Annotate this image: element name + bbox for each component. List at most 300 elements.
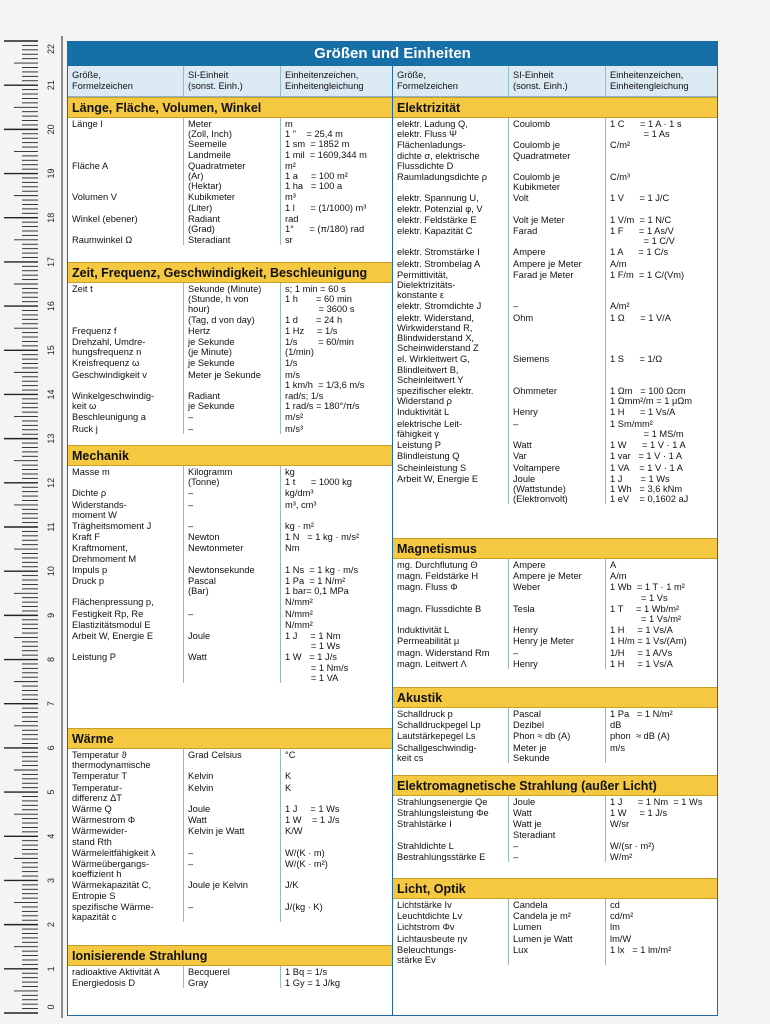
unit-cell: Siemens bbox=[509, 353, 606, 385]
table-row bbox=[68, 608, 392, 619]
quantity-cell: Flächenladungs- dichte σ, elektrische Flussdichte D bbox=[393, 139, 509, 171]
unit-cell: Ampere je Meter bbox=[509, 570, 606, 581]
table-row bbox=[68, 879, 392, 900]
table-row bbox=[68, 630, 392, 651]
equation-cell: 1 Pa = 1 N/m² 1 bar= 0,1 MPa bbox=[285, 576, 349, 597]
unit-cell: – bbox=[184, 499, 281, 520]
quantity-cell: Schallgeschwindig- keit cs bbox=[393, 742, 509, 763]
unit-cell: Kubikmeter (Liter) bbox=[184, 191, 281, 212]
table-row bbox=[68, 619, 392, 630]
equation-cell: 1 J = 1 Nm = 1 Ws bbox=[610, 797, 703, 807]
unit-cell: Ohm bbox=[509, 312, 606, 354]
unit-cell: Volt bbox=[509, 192, 606, 213]
card-title: Größen und Einheiten bbox=[68, 42, 717, 66]
header-unit-symbol: Einheitenzeichen, Einheitengleichung bbox=[285, 70, 364, 91]
unit-cell: Coulomb je Kubikmeter bbox=[509, 171, 606, 192]
table-row bbox=[68, 213, 392, 234]
section-body bbox=[393, 796, 717, 878]
unit-cell: – bbox=[184, 520, 281, 531]
equation-cell: 1/s bbox=[285, 358, 298, 369]
unit-cell: Meter je Sekunde bbox=[509, 742, 606, 763]
equation-cell: N/mm² bbox=[285, 619, 313, 630]
table-row bbox=[393, 192, 717, 213]
section-header: Elektromagnetische Strahlung (außer Licht) bbox=[393, 775, 717, 796]
equation-cell: sr bbox=[285, 235, 293, 246]
quantity-cell: Flächenpressung p, bbox=[68, 596, 184, 607]
equation-cell: 1 H = 1 Vs/A bbox=[610, 658, 673, 669]
equation-cell: J/K bbox=[285, 880, 299, 891]
quantity-cell: Wärmekapazität C, Entropie S bbox=[68, 879, 184, 900]
quantity-cell: Lichtstärke Iv bbox=[393, 899, 509, 910]
ruler-label: 12 bbox=[46, 477, 56, 488]
table-row bbox=[68, 357, 392, 368]
quantity-cell: Ruck j bbox=[68, 423, 184, 434]
equation-cell: rad/s; 1/s 1 rad/s = 180°/π/s bbox=[285, 391, 360, 412]
equation-cell: 1 A = 1 C/s bbox=[610, 247, 669, 258]
ruler-label: 18 bbox=[46, 212, 56, 223]
unit-cell: Lux bbox=[509, 944, 606, 965]
ruler-label: 4 bbox=[46, 833, 56, 839]
table-row bbox=[68, 487, 392, 498]
equation-cell: °C bbox=[285, 750, 296, 760]
section-header: Wärme bbox=[68, 728, 392, 749]
unit-cell: – bbox=[509, 300, 606, 311]
equation-cell: K/W bbox=[285, 826, 303, 837]
table-row bbox=[68, 847, 392, 858]
unit-cell: Watt je Steradiant bbox=[509, 818, 606, 839]
quantity-cell: elektr. Widerstand, Wirkwiderstand R, Blindwiderstand X, Scheinwiderstand Z bbox=[393, 312, 509, 354]
equation-cell: W/(K · m) bbox=[285, 847, 325, 858]
quantity-cell: Kreisfrequenz ω bbox=[68, 357, 184, 368]
quantity-cell: Bestrahlungsstärke E bbox=[393, 851, 509, 862]
unit-cell: Joule (Wattstunde) (Elektronvolt) bbox=[509, 473, 606, 505]
table-row bbox=[68, 466, 392, 487]
section-body bbox=[393, 708, 717, 775]
equation-cell: 1 W = 1 J/s bbox=[610, 808, 668, 819]
equation-cell: 1 lx = 1 lm/m² bbox=[610, 944, 672, 955]
left-sections bbox=[68, 97, 392, 999]
equation-cell: 1 Ωm = 100 Ωcm 1 Ωmm²/m = 1 μΩm bbox=[610, 386, 693, 407]
unit-cell: Henry bbox=[509, 658, 606, 669]
equation-cell: A/m bbox=[610, 258, 627, 269]
unit-cell: Newtonmeter bbox=[184, 542, 281, 563]
unit-cell: – bbox=[184, 858, 281, 879]
equation-cell: 1 Pa = 1 N/m² bbox=[610, 709, 673, 719]
equation-cell: N/mm² bbox=[285, 608, 313, 619]
measurement-ruler bbox=[0, 36, 66, 1018]
quantity-cell: magn. Feldstärke H bbox=[393, 570, 509, 581]
left-column bbox=[68, 66, 392, 1015]
table-row bbox=[68, 651, 392, 683]
table-row bbox=[68, 825, 392, 846]
unit-cell: je Sekunde (je Minute) bbox=[184, 336, 281, 357]
unit-cell: je Sekunde bbox=[184, 357, 281, 368]
quantity-cell: Frequenz f bbox=[68, 325, 184, 336]
unit-cell: – bbox=[184, 487, 281, 498]
equation-cell: kg · m² bbox=[285, 521, 314, 532]
equation-cell: 1 W = 1 V · 1 A bbox=[610, 440, 686, 451]
quantity-cell: Elastizitätsmodul E bbox=[68, 619, 184, 630]
unit-cell: Radiant je Sekunde bbox=[184, 390, 281, 411]
equation-cell: A/m bbox=[610, 571, 627, 582]
equation-cell: A/m² bbox=[610, 301, 630, 312]
table-row bbox=[68, 325, 392, 336]
equation-cell: lm bbox=[610, 922, 620, 933]
quantity-cell: Trägheitsmoment J bbox=[68, 520, 184, 531]
quantity-cell: Länge l bbox=[68, 118, 184, 160]
table-row bbox=[68, 369, 392, 390]
unit-cell: – bbox=[509, 840, 606, 851]
table-row bbox=[68, 531, 392, 542]
table-row bbox=[68, 520, 392, 531]
equation-cell: 1 J = 1 Nm = 1 Ws bbox=[285, 631, 341, 652]
quantity-cell: elektr. Feldstärke E bbox=[393, 214, 509, 225]
equation-cell: W/sr bbox=[610, 819, 630, 830]
reference-card bbox=[67, 41, 718, 1016]
quantity-cell: radioaktive Aktivität A bbox=[68, 966, 184, 977]
quantity-cell: spezifische Wärme- kapazität c bbox=[68, 901, 184, 922]
quantity-cell: Leistung P bbox=[393, 439, 509, 450]
table-row bbox=[68, 966, 392, 977]
quantity-cell: Scheinleistung S bbox=[393, 462, 509, 473]
quantity-cell: Temperatur ϑ thermodynamische bbox=[68, 749, 184, 770]
unit-cell bbox=[184, 619, 281, 630]
unit-cell: Henry bbox=[509, 624, 606, 635]
equation-cell: m/s² bbox=[285, 412, 304, 423]
table-row bbox=[393, 933, 717, 944]
unit-cell: Volt je Meter bbox=[509, 214, 606, 225]
quantity-cell: elektr. Stromstärke I bbox=[393, 246, 509, 257]
equation-cell: N/mm² bbox=[285, 597, 313, 608]
table-row bbox=[68, 499, 392, 520]
equation-cell: rad 1° = (π/180) rad bbox=[285, 213, 365, 235]
unit-cell: Watt bbox=[184, 814, 281, 825]
ruler-label: 22 bbox=[46, 43, 56, 55]
ruler-label: 2 bbox=[46, 922, 56, 928]
equation-cell: 1 N = 1 kg · m/s² bbox=[285, 532, 360, 543]
equation-cell: 1 W = 1 J/s = 1 Nm/s = 1 VA bbox=[285, 652, 349, 683]
unit-cell: Joule bbox=[184, 630, 281, 651]
quantity-cell: Temperatur T bbox=[68, 770, 184, 781]
quantity-cell: Masse m bbox=[68, 466, 184, 487]
quantity-cell: Festigkeit Rp, Re bbox=[68, 608, 184, 619]
header-quantity: Größe, Formelzeichen bbox=[393, 66, 509, 96]
equation-cell: cd/m² bbox=[610, 911, 634, 922]
section-header: Ionisierende Strahlung bbox=[68, 945, 392, 966]
table-row bbox=[68, 575, 392, 596]
unit-cell: Watt bbox=[184, 651, 281, 683]
unit-cell: – bbox=[509, 851, 606, 862]
unit-cell: Coulomb bbox=[509, 118, 606, 139]
equation-cell: kg 1 t = 1000 kg bbox=[285, 467, 352, 488]
table-row bbox=[393, 225, 717, 246]
equation-cell: W/(K · m²) bbox=[285, 859, 328, 870]
unit-cell: Pascal bbox=[509, 708, 606, 719]
table-row bbox=[393, 450, 717, 461]
quantity-cell: magn. Widerstand Rm bbox=[393, 647, 509, 658]
table-row bbox=[68, 118, 392, 160]
table-row bbox=[68, 336, 392, 357]
unit-cell: Kelvin bbox=[184, 782, 281, 803]
table-row bbox=[68, 411, 392, 422]
table-row bbox=[393, 796, 717, 807]
equation-cell: C/m² bbox=[610, 140, 631, 151]
equation-cell: A bbox=[610, 560, 617, 570]
quantity-cell: mg. Durchflutung Θ bbox=[393, 559, 509, 570]
quantity-cell: Kraftmoment, Drehmoment M bbox=[68, 542, 184, 563]
equation-cell: 1/H = 1 A/Vs bbox=[610, 647, 673, 658]
unit-cell: Ampere bbox=[509, 246, 606, 257]
quantity-cell: Leistung P bbox=[68, 651, 184, 683]
unit-cell: Voltampere bbox=[509, 462, 606, 473]
table-row bbox=[393, 473, 717, 505]
section-body bbox=[393, 118, 717, 538]
ruler-label: 15 bbox=[46, 345, 56, 356]
unit-cell: Meter je Sekunde bbox=[184, 369, 281, 390]
table-row bbox=[393, 647, 717, 658]
right-sections bbox=[393, 97, 717, 977]
section-body bbox=[393, 899, 717, 977]
quantity-cell: Lichtausbeute ηv bbox=[393, 933, 509, 944]
unit-cell: – bbox=[184, 423, 281, 434]
table-row bbox=[68, 423, 392, 434]
unit-cell: Phon ≈ db (A) bbox=[509, 730, 606, 741]
equation-cell: cd bbox=[610, 900, 620, 910]
ruler-label: 13 bbox=[46, 433, 56, 444]
table-row bbox=[393, 658, 717, 669]
table-row bbox=[68, 814, 392, 825]
quantity-cell: Dichte ρ bbox=[68, 487, 184, 498]
quantity-cell: Arbeit W, Energie E bbox=[393, 473, 509, 505]
table-row bbox=[393, 742, 717, 763]
table-row bbox=[68, 234, 392, 245]
table-row bbox=[68, 191, 392, 212]
quantity-cell: Arbeit W, Energie E bbox=[68, 630, 184, 651]
quantity-cell: Zeit t bbox=[68, 283, 184, 325]
table-row bbox=[393, 418, 717, 439]
quantity-cell: Impuls p bbox=[68, 564, 184, 575]
quantity-cell: Lautstärkepegel Ls bbox=[393, 730, 509, 741]
table-row bbox=[393, 818, 717, 839]
unit-cell: Joule bbox=[184, 803, 281, 814]
ruler-label: 8 bbox=[46, 657, 56, 663]
unit-cell: Dezibel bbox=[509, 719, 606, 730]
unit-cell: Candela je m² bbox=[509, 910, 606, 921]
equation-cell: m³ 1 l = (1/1000) m³ bbox=[285, 192, 367, 213]
quantity-cell: Wärmestrom Φ bbox=[68, 814, 184, 825]
table-row bbox=[393, 581, 717, 602]
left-column-header bbox=[68, 66, 392, 97]
quantity-cell: elektrische Leit- fähigkeit γ bbox=[393, 418, 509, 439]
quantity-cell: spezifischer elektr. Widerstand ρ bbox=[393, 385, 509, 406]
equation-cell: J/(kg · K) bbox=[285, 901, 323, 912]
table-row bbox=[68, 390, 392, 411]
equation-cell: m/s 1 km/h = 1/3,6 m/s bbox=[285, 369, 365, 390]
table-row bbox=[393, 439, 717, 450]
table-row bbox=[68, 564, 392, 575]
equation-cell: 1 V = 1 J/C bbox=[610, 193, 670, 204]
unit-cell: Joule bbox=[509, 796, 606, 807]
unit-cell: Meter (Zoll, Inch) Seemeile Landmeile bbox=[184, 118, 281, 160]
table-row bbox=[393, 603, 717, 624]
quantity-cell: Beschleunigung a bbox=[68, 411, 184, 422]
equation-cell: 1 W = 1 J/s bbox=[285, 815, 340, 826]
unit-cell: – bbox=[509, 418, 606, 439]
section-header: Licht, Optik bbox=[393, 878, 717, 899]
equation-cell: 1 Ns = 1 kg · m/s bbox=[285, 564, 359, 575]
table-row bbox=[68, 749, 392, 770]
table-row bbox=[393, 406, 717, 417]
unit-cell: Kilogramm (Tonne) bbox=[184, 466, 281, 487]
header-si-unit: SI-Einheit (sonst. Einh.) bbox=[509, 66, 606, 96]
unit-cell: – bbox=[509, 647, 606, 658]
equation-cell: m/s bbox=[610, 742, 625, 753]
quantity-cell: Strahlstärke I bbox=[393, 818, 509, 839]
quantity-cell: Drehzahl, Umdre- hungsfrequenz n bbox=[68, 336, 184, 357]
quantity-cell: Strahlungsleistung Φe bbox=[393, 807, 509, 818]
table-row bbox=[393, 899, 717, 910]
section-header: Zeit, Frequenz, Geschwindigkeit, Beschleunigung bbox=[68, 262, 392, 283]
section-body bbox=[68, 466, 392, 728]
unit-cell: Lumen je Watt bbox=[509, 933, 606, 944]
ruler-label: 6 bbox=[46, 745, 56, 751]
quantity-cell: Geschwindigkeit v bbox=[68, 369, 184, 390]
equation-cell: kg/dm³ bbox=[285, 488, 314, 499]
unit-cell: Watt bbox=[509, 439, 606, 450]
table-row bbox=[393, 944, 717, 965]
equation-cell: K bbox=[285, 771, 292, 782]
equation-cell: m² 1 a = 100 m² 1 ha = 100 a bbox=[285, 160, 348, 192]
equation-cell: 1 F/m = 1 C/(Vm) bbox=[610, 269, 685, 280]
unit-cell: – bbox=[184, 608, 281, 619]
equation-cell: 1 var = 1 V · 1 A bbox=[610, 451, 683, 462]
unit-cell: Henry bbox=[509, 406, 606, 417]
table-row bbox=[393, 708, 717, 719]
equation-cell: m 1 " = 25,4 m 1 sm = 1852 m 1 mil = 1609,344 m bbox=[285, 119, 367, 160]
unit-cell: Gray bbox=[184, 977, 281, 988]
right-column bbox=[392, 66, 717, 1015]
section-header: Länge, Fläche, Volumen, Winkel bbox=[68, 97, 392, 118]
equation-cell: lm/W bbox=[610, 933, 632, 944]
quantity-cell: Induktivität L bbox=[393, 406, 509, 417]
quantity-cell: Fläche A bbox=[68, 160, 184, 192]
quantity-cell: Raumladungsdichte ρ bbox=[393, 171, 509, 192]
equation-cell: 1 T = 1 Wb/m² = 1 Vs/m² bbox=[610, 603, 682, 625]
equation-cell: C/m³ bbox=[610, 172, 631, 183]
quantity-cell: magn. Fluss Φ bbox=[393, 581, 509, 602]
quantity-cell: Lichtstrom Φv bbox=[393, 921, 509, 932]
ruler-label: 10 bbox=[46, 566, 56, 577]
table-row bbox=[393, 624, 717, 635]
table-row bbox=[68, 858, 392, 879]
unit-cell: Candela bbox=[509, 899, 606, 910]
quantity-cell: Druck p bbox=[68, 575, 184, 596]
equation-cell: 1 Sm/mm² = 1 MS/m bbox=[610, 418, 684, 439]
unit-cell: Joule je Kelvin bbox=[184, 879, 281, 900]
unit-cell: Kelvin bbox=[184, 770, 281, 781]
table-row bbox=[393, 807, 717, 818]
unit-cell: Sekunde (Minute) (Stunde, h von hour) (Tag, d von day) bbox=[184, 283, 281, 325]
table-row bbox=[393, 171, 717, 192]
unit-cell: Kelvin je Watt bbox=[184, 825, 281, 846]
section-header: Elektrizität bbox=[393, 97, 717, 118]
ruler-label: 14 bbox=[46, 389, 56, 400]
equation-cell: Nm bbox=[285, 543, 300, 554]
table-row bbox=[393, 719, 717, 730]
unit-cell: Newtonsekunde bbox=[184, 564, 281, 575]
table-row bbox=[393, 258, 717, 269]
unit-cell: Ampere je Meter bbox=[509, 258, 606, 269]
table-row bbox=[393, 570, 717, 581]
section-body bbox=[393, 559, 717, 687]
unit-cell: Watt bbox=[509, 807, 606, 818]
quantity-cell: elektr. Kapazität C bbox=[393, 225, 509, 246]
quantity-cell: Energiedosis D bbox=[68, 977, 184, 988]
unit-cell: Steradiant bbox=[184, 234, 281, 245]
equation-cell: K bbox=[285, 782, 292, 793]
quantity-cell: Strahldichte L bbox=[393, 840, 509, 851]
unit-cell: – bbox=[184, 901, 281, 922]
section-body bbox=[68, 118, 392, 262]
table-row bbox=[68, 596, 392, 607]
table-row bbox=[393, 118, 717, 139]
ruler-label: 7 bbox=[46, 701, 56, 707]
ruler-label: 21 bbox=[46, 80, 56, 91]
equation-cell: 1 J = 1 Ws bbox=[285, 804, 340, 815]
quantity-cell: Kraft F bbox=[68, 531, 184, 542]
table-row bbox=[393, 730, 717, 741]
equation-cell: s; 1 min = 60 s 1 h = 60 min = 3600 s 1 d = 24 h bbox=[285, 284, 355, 325]
equation-cell: m/s³ bbox=[285, 423, 304, 434]
unit-cell bbox=[184, 596, 281, 607]
table-row bbox=[68, 770, 392, 781]
right-column-header bbox=[393, 66, 717, 97]
table-row bbox=[393, 353, 717, 385]
table-row bbox=[393, 840, 717, 851]
quantity-cell: Wärmeübergangs- koeffizient h bbox=[68, 858, 184, 879]
unit-cell: Coulomb je Quadratmeter bbox=[509, 139, 606, 171]
quantity-cell: Widerstands- moment W bbox=[68, 499, 184, 520]
table-row bbox=[68, 283, 392, 325]
section-body bbox=[68, 283, 392, 445]
ruler-label: 11 bbox=[46, 522, 56, 532]
quantity-cell: Wärmewider- stand Rth bbox=[68, 825, 184, 846]
equation-cell: 1 H/m = 1 Vs/(Am) bbox=[610, 636, 687, 647]
unit-cell: Farad bbox=[509, 225, 606, 246]
equation-cell: 1 Hz = 1/s bbox=[285, 325, 338, 336]
unit-cell: Becquerel bbox=[184, 966, 281, 977]
header-quantity: Größe, Formelzeichen bbox=[68, 66, 184, 96]
equation-cell: 1 Ω = 1 V/A bbox=[610, 312, 671, 323]
equation-cell: W/m² bbox=[610, 852, 633, 863]
unit-cell: Newton bbox=[184, 531, 281, 542]
equation-cell: 1 Gy = 1 J/kg bbox=[285, 978, 341, 989]
unit-cell: Pascal (Bar) bbox=[184, 575, 281, 596]
quantity-cell: Winkelgeschwindig- keit ω bbox=[68, 390, 184, 411]
unit-cell: Ampere bbox=[509, 559, 606, 570]
unit-cell: Weber bbox=[509, 581, 606, 602]
table-row bbox=[68, 803, 392, 814]
ruler-label: 3 bbox=[46, 877, 56, 883]
table-row bbox=[393, 269, 717, 301]
section-body bbox=[68, 749, 392, 945]
equation-cell: m³, cm³ bbox=[285, 499, 317, 510]
equation-cell: 1 VA = 1 V · 1 A bbox=[610, 462, 683, 473]
quantity-cell: Beleuchtungs- stärke Ev bbox=[393, 944, 509, 965]
unit-cell: – bbox=[184, 847, 281, 858]
quantity-cell: elektr. Spannung U, elektr. Potenzial φ, V bbox=[393, 192, 509, 213]
ruler-label: 0 bbox=[46, 1004, 56, 1010]
